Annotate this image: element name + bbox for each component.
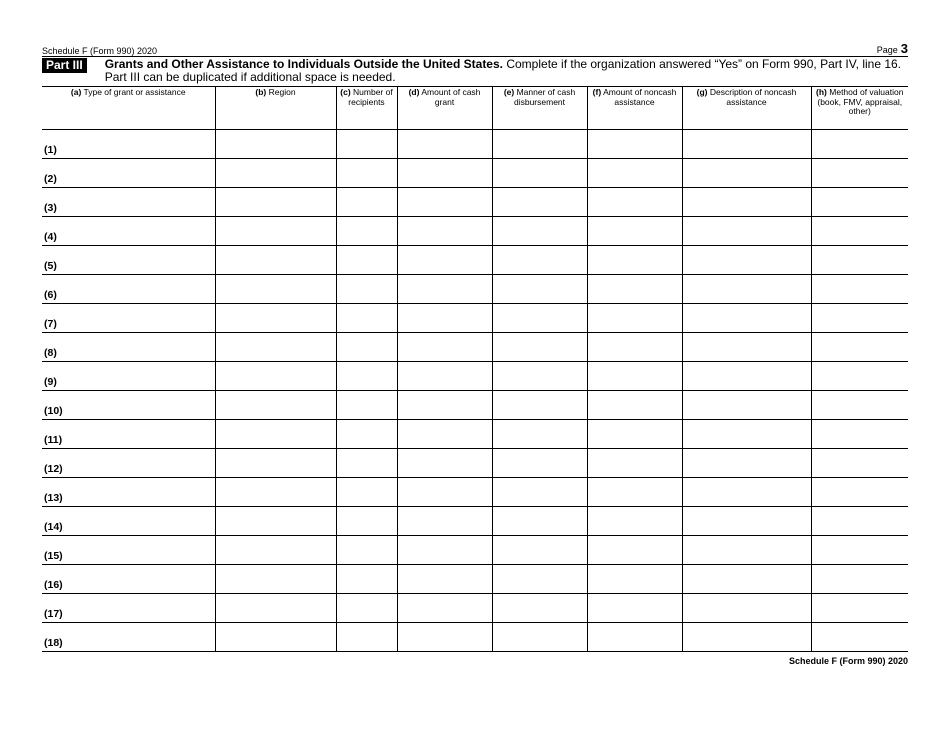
table-row: [42, 217, 908, 246]
column-header: [682, 87, 811, 130]
page-number: 3: [900, 41, 908, 56]
entry-cell[interactable]: [215, 188, 336, 217]
row-number: (18): [44, 637, 63, 649]
row-number: (16): [44, 579, 63, 591]
column-letter: (b): [255, 87, 267, 97]
entry-cell[interactable]: [682, 565, 811, 594]
part-text: [105, 58, 908, 84]
entry-cell[interactable]: [587, 188, 682, 217]
row-number: (8): [44, 347, 57, 359]
row-entry-type-cell[interactable]: [42, 159, 215, 188]
table-row: [42, 594, 908, 623]
row-entry-type-cell[interactable]: [42, 565, 215, 594]
entry-cell[interactable]: [215, 246, 336, 275]
entry-cell[interactable]: [336, 217, 397, 246]
table-row: [42, 536, 908, 565]
entry-cell[interactable]: [492, 623, 587, 652]
entry-cell[interactable]: [397, 188, 492, 217]
entry-cell[interactable]: [492, 159, 587, 188]
column-label: Number of recipients: [348, 87, 393, 107]
column-letter: (c): [340, 87, 351, 97]
entry-cell[interactable]: [811, 130, 908, 159]
entry-cell[interactable]: [811, 188, 908, 217]
entry-cell[interactable]: [811, 391, 908, 420]
row-entry-type-cell[interactable]: [42, 188, 215, 217]
entry-cell[interactable]: [587, 594, 682, 623]
entry-cell[interactable]: [682, 159, 811, 188]
entry-cell[interactable]: [397, 623, 492, 652]
column-header: [215, 87, 336, 130]
column-letter: (e): [503, 87, 515, 97]
entry-cell[interactable]: [336, 333, 397, 362]
entry-cell[interactable]: [492, 449, 587, 478]
part-title: Grants and Other Assistance to Individuals Outside the United States.: [104, 57, 503, 71]
table-row: [42, 507, 908, 536]
entry-cell[interactable]: [492, 391, 587, 420]
entry-cell[interactable]: [397, 304, 492, 333]
entry-cell[interactable]: [811, 246, 908, 275]
entry-cell[interactable]: [336, 188, 397, 217]
entry-cell[interactable]: [215, 362, 336, 391]
entry-cell[interactable]: [215, 623, 336, 652]
entry-cell[interactable]: [492, 536, 587, 565]
row-entry-type-cell[interactable]: [42, 507, 215, 536]
entry-cell[interactable]: [811, 478, 908, 507]
entry-cell[interactable]: [397, 507, 492, 536]
entry-cell[interactable]: [336, 391, 397, 420]
entry-cell[interactable]: [215, 536, 336, 565]
entry-cell[interactable]: [492, 217, 587, 246]
table-row: [42, 246, 908, 275]
entry-cell[interactable]: [682, 246, 811, 275]
entry-cell[interactable]: [397, 217, 492, 246]
table-row: [42, 478, 908, 507]
row-entry-type-cell[interactable]: [42, 304, 215, 333]
column-letter: (h): [816, 87, 827, 97]
row-entry-type-cell[interactable]: [42, 449, 215, 478]
entry-cell[interactable]: [811, 159, 908, 188]
part-description-1: Complete if the organization answered “Yes” on Form 990, Part IV, line 16.: [506, 57, 902, 71]
entry-cell[interactable]: [492, 304, 587, 333]
entry-cell[interactable]: [215, 333, 336, 362]
table-row: [42, 130, 908, 159]
part-header: [42, 56, 908, 86]
table-body: [42, 130, 908, 652]
entry-cell[interactable]: [215, 275, 336, 304]
column-label: Type of grant or assistance: [83, 87, 186, 97]
entry-cell[interactable]: [587, 536, 682, 565]
table-row: [42, 188, 908, 217]
entry-cell[interactable]: [492, 507, 587, 536]
entry-cell[interactable]: [682, 594, 811, 623]
column-label: Method of valuation (book, FMV, appraisal, other): [817, 87, 904, 116]
column-letter: (g): [696, 87, 708, 97]
column-header: [587, 87, 682, 130]
entry-cell[interactable]: [397, 449, 492, 478]
column-letter: (f): [592, 87, 602, 97]
column-header: [397, 87, 492, 130]
entry-cell[interactable]: [587, 246, 682, 275]
entry-cell[interactable]: [682, 623, 811, 652]
row-number: (9): [44, 376, 57, 388]
column-label: Amount of cash grant: [421, 87, 481, 107]
entry-cell[interactable]: [215, 478, 336, 507]
column-letter: (a): [70, 87, 82, 97]
table-row: [42, 449, 908, 478]
row-number: (6): [44, 289, 57, 301]
entry-cell[interactable]: [336, 130, 397, 159]
entry-cell[interactable]: [682, 449, 811, 478]
grants-table: [42, 86, 908, 652]
entry-cell[interactable]: [811, 594, 908, 623]
table-row: [42, 333, 908, 362]
row-entry-type-cell[interactable]: [42, 623, 215, 652]
column-header: [492, 87, 587, 130]
row-number: (11): [44, 434, 63, 446]
entry-cell[interactable]: [811, 623, 908, 652]
row-number: (7): [44, 318, 57, 330]
table-row: [42, 420, 908, 449]
entry-cell[interactable]: [811, 304, 908, 333]
entry-cell[interactable]: [397, 362, 492, 391]
page-indicator: [877, 41, 908, 56]
entry-cell[interactable]: [492, 188, 587, 217]
table-row: [42, 275, 908, 304]
entry-cell[interactable]: [397, 333, 492, 362]
entry-cell[interactable]: [215, 420, 336, 449]
row-entry-type-cell[interactable]: [42, 391, 215, 420]
entry-cell[interactable]: [336, 594, 397, 623]
entry-cell[interactable]: [336, 565, 397, 594]
entry-cell[interactable]: [397, 420, 492, 449]
entry-cell[interactable]: [587, 478, 682, 507]
entry-cell[interactable]: [397, 594, 492, 623]
entry-cell[interactable]: [492, 246, 587, 275]
entry-cell[interactable]: [587, 304, 682, 333]
row-number: (13): [44, 492, 63, 504]
entry-cell[interactable]: [397, 478, 492, 507]
row-number: (14): [44, 521, 63, 533]
entry-cell[interactable]: [397, 275, 492, 304]
entry-cell[interactable]: [811, 449, 908, 478]
row-number: (4): [44, 231, 57, 243]
entry-cell[interactable]: [215, 304, 336, 333]
entry-cell[interactable]: [336, 246, 397, 275]
entry-cell[interactable]: [587, 420, 682, 449]
entry-cell[interactable]: [336, 362, 397, 391]
entry-cell[interactable]: [587, 623, 682, 652]
entry-cell[interactable]: [811, 507, 908, 536]
entry-cell[interactable]: [587, 333, 682, 362]
entry-cell[interactable]: [492, 130, 587, 159]
entry-cell[interactable]: [215, 594, 336, 623]
entry-cell[interactable]: [811, 333, 908, 362]
form-page: [42, 40, 908, 666]
entry-cell[interactable]: [682, 304, 811, 333]
row-entry-type-cell[interactable]: [42, 130, 215, 159]
entry-cell[interactable]: [336, 304, 397, 333]
entry-cell[interactable]: [682, 536, 811, 565]
entry-cell[interactable]: [811, 565, 908, 594]
row-number: (15): [44, 550, 63, 562]
entry-cell[interactable]: [336, 507, 397, 536]
entry-cell[interactable]: [811, 420, 908, 449]
entry-cell[interactable]: [682, 217, 811, 246]
page-footer: Schedule F (Form 990) 2020: [788, 656, 908, 666]
entry-cell[interactable]: [336, 449, 397, 478]
row-entry-type-cell[interactable]: [42, 275, 215, 304]
row-entry-type-cell[interactable]: [42, 536, 215, 565]
entry-cell[interactable]: [682, 507, 811, 536]
entry-cell[interactable]: [336, 275, 397, 304]
entry-cell[interactable]: [587, 449, 682, 478]
entry-cell[interactable]: [336, 623, 397, 652]
row-number: (2): [44, 173, 57, 185]
entry-cell[interactable]: [811, 536, 908, 565]
entry-cell[interactable]: [587, 391, 682, 420]
entry-cell[interactable]: [587, 362, 682, 391]
table-row: [42, 159, 908, 188]
entry-cell[interactable]: [492, 478, 587, 507]
entry-cell[interactable]: [215, 507, 336, 536]
column-label: Description of noncash assistance: [709, 87, 797, 107]
row-entry-type-cell[interactable]: [42, 362, 215, 391]
page-header: [42, 40, 908, 56]
entry-cell[interactable]: [811, 362, 908, 391]
entry-cell[interactable]: [682, 188, 811, 217]
entry-cell[interactable]: [397, 565, 492, 594]
column-label: Region: [268, 87, 296, 97]
entry-cell[interactable]: [215, 159, 336, 188]
entry-cell[interactable]: [811, 275, 908, 304]
row-entry-type-cell[interactable]: [42, 478, 215, 507]
entry-cell[interactable]: [215, 565, 336, 594]
entry-cell[interactable]: [587, 130, 682, 159]
column-header: [336, 87, 397, 130]
row-entry-type-cell[interactable]: [42, 333, 215, 362]
entry-cell[interactable]: [336, 536, 397, 565]
entry-cell[interactable]: [492, 333, 587, 362]
table-row: [42, 391, 908, 420]
row-entry-type-cell[interactable]: [42, 594, 215, 623]
entry-cell[interactable]: [492, 362, 587, 391]
row-number: (5): [44, 260, 57, 272]
entry-cell[interactable]: [811, 217, 908, 246]
entry-cell[interactable]: [682, 420, 811, 449]
row-entry-type-cell[interactable]: [42, 420, 215, 449]
column-label: Amount of noncash assistance: [603, 87, 677, 107]
entry-cell[interactable]: [492, 565, 587, 594]
part-badge: Part III: [42, 58, 87, 73]
entry-cell[interactable]: [397, 159, 492, 188]
row-number: (12): [44, 463, 63, 475]
entry-cell[interactable]: [336, 420, 397, 449]
table-row: [42, 565, 908, 594]
entry-cell[interactable]: [336, 478, 397, 507]
row-number: (17): [44, 608, 63, 620]
table-row: [42, 304, 908, 333]
entry-cell[interactable]: [587, 275, 682, 304]
entry-cell[interactable]: [587, 217, 682, 246]
entry-cell[interactable]: [397, 130, 492, 159]
column-letter: (d): [408, 87, 420, 97]
entry-cell[interactable]: [215, 130, 336, 159]
entry-cell[interactable]: [587, 565, 682, 594]
row-number: (3): [44, 202, 57, 214]
column-header: [42, 87, 215, 130]
table-row: [42, 623, 908, 652]
part-description-2: Part III can be duplicated if additional space is needed.: [104, 70, 396, 84]
entry-cell[interactable]: [397, 536, 492, 565]
page-label: Page: [876, 45, 898, 55]
table-header-row: [42, 87, 908, 130]
entry-cell[interactable]: [682, 391, 811, 420]
row-entry-type-cell[interactable]: [42, 217, 215, 246]
row-entry-type-cell[interactable]: [42, 246, 215, 275]
column-header: [811, 87, 908, 130]
row-number: (1): [44, 144, 57, 156]
entry-cell[interactable]: [492, 594, 587, 623]
entry-cell[interactable]: [397, 391, 492, 420]
entry-cell[interactable]: [682, 478, 811, 507]
table-row: [42, 362, 908, 391]
column-label: Manner of cash disbursement: [513, 87, 576, 107]
entry-cell[interactable]: [587, 159, 682, 188]
row-number: (10): [44, 405, 63, 417]
entry-cell[interactable]: [682, 130, 811, 159]
entry-cell[interactable]: [215, 449, 336, 478]
entry-cell[interactable]: [682, 275, 811, 304]
entry-cell[interactable]: [492, 420, 587, 449]
entry-cell[interactable]: [215, 217, 336, 246]
entry-cell[interactable]: [492, 275, 587, 304]
entry-cell[interactable]: [587, 507, 682, 536]
entry-cell[interactable]: [682, 362, 811, 391]
entry-cell[interactable]: [336, 159, 397, 188]
entry-cell[interactable]: [682, 333, 811, 362]
form-name-header: Schedule F (Form 990) 2020: [42, 46, 158, 56]
entry-cell[interactable]: [215, 391, 336, 420]
entry-cell[interactable]: [397, 246, 492, 275]
